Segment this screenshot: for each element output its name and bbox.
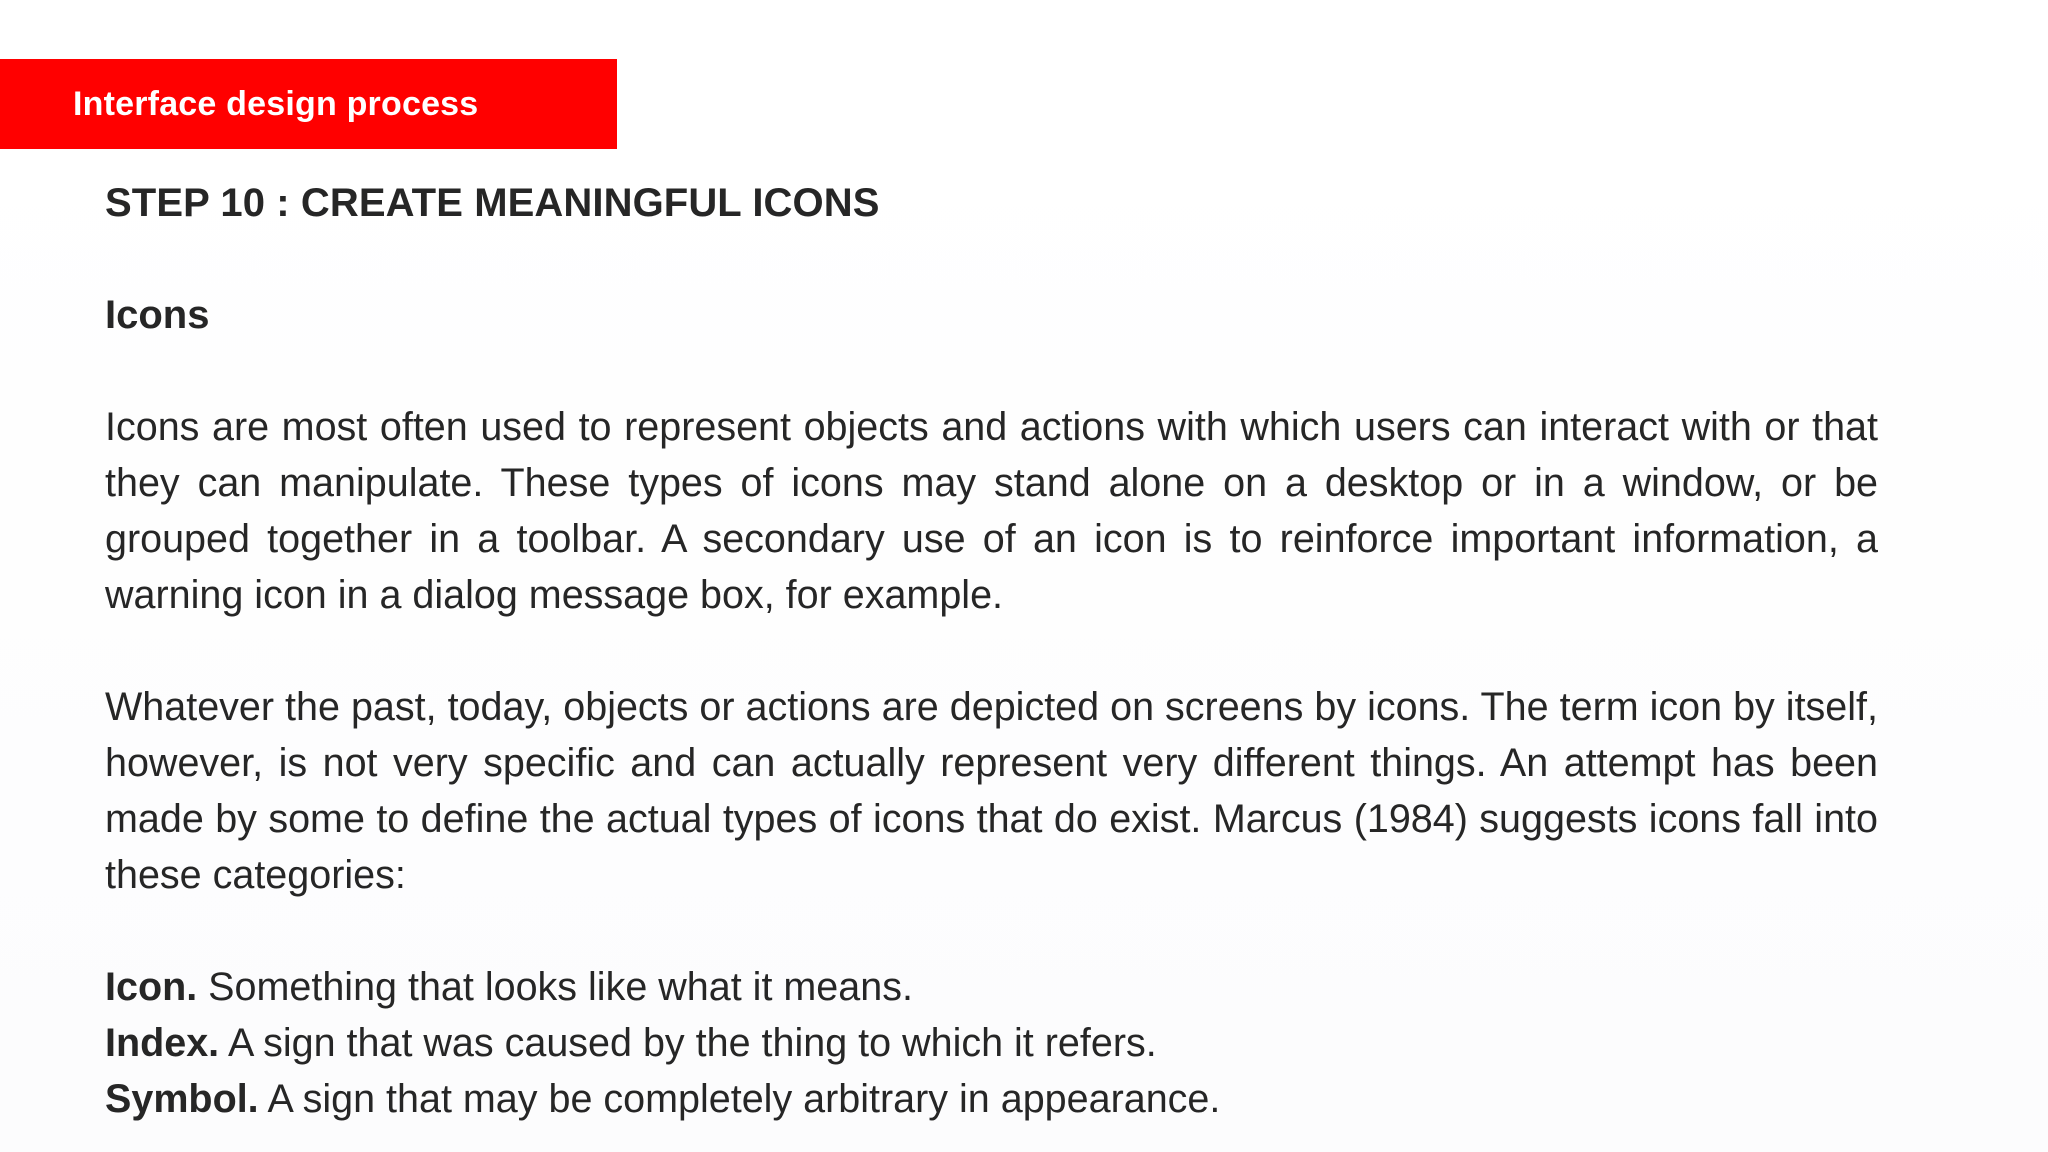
slide-content (105, 175, 1878, 1127)
definition-icon (105, 959, 1878, 1015)
definition-description: A sign that was caused by the thing to which it refers. (219, 1021, 1157, 1065)
step-title: STEP 10 : CREATE MEANINGFUL ICONS (105, 181, 880, 225)
definition-symbol (105, 1071, 1878, 1127)
definition-term: Index. (105, 1021, 220, 1065)
icon-categories-list (105, 959, 1878, 1127)
definition-index (105, 1015, 1878, 1071)
section-heading: Icons (105, 293, 210, 337)
definition-description: Something that looks like what it means. (197, 965, 913, 1009)
section-banner (0, 59, 617, 149)
paragraph-icon-types: Whatever the past, today, objects or actions are depicted on screens by icons. The term icon by itself, however, is not very specific and can actually represent very different things. An attempt has been made by some to define the actual types of icons that do exist. Marcus (1984) suggests icons fall into these categories: (105, 685, 1878, 897)
definition-term: Symbol. (105, 1077, 259, 1121)
definition-description: A sign that may be completely arbitrary in appearance. (258, 1077, 1221, 1121)
definition-term: Icon. (105, 965, 198, 1009)
paragraph-icon-uses: Icons are most often used to represent objects and actions with which users can interact with or that they can manipulate. These types of icons may stand alone on a desktop or in a window, or be grouped together in a toolbar. A secondary use of an icon is to reinforce important information, a warning icon in a dialog message box, for example. (105, 405, 1878, 617)
banner-label: Interface design process (73, 84, 479, 123)
